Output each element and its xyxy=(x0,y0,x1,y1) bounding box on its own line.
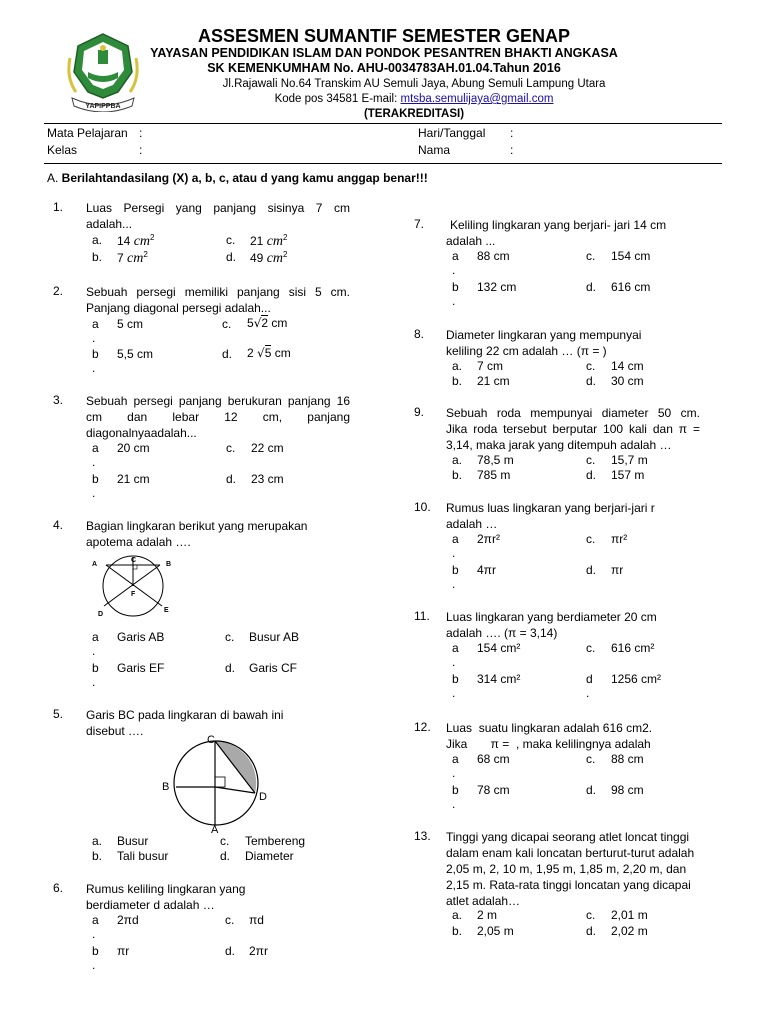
option-label: b xyxy=(92,347,99,361)
option-label: a. xyxy=(452,359,463,373)
option-c[interactable]: 154 cm xyxy=(611,249,651,263)
option-a[interactable]: 2πd xyxy=(117,913,139,927)
question-text: keliling 22 cm adalah … (π = ) xyxy=(446,344,607,358)
question-text: 2,15 m. Rata-rata tinggi loncatan yang dicapai xyxy=(446,878,691,892)
question-number: 6. xyxy=(53,881,64,895)
question-text: Sebuah persegi panjang berukuran panjang 16 xyxy=(86,394,350,408)
option-label: a xyxy=(92,317,99,331)
colon: : xyxy=(139,143,143,157)
question-text: Garis BC pada lingkaran di bawah ini xyxy=(86,708,284,722)
option-label: d. xyxy=(225,944,236,958)
question-text: Sebuah roda mempunyai diameter 50 cm. xyxy=(446,406,700,420)
option-label: a xyxy=(92,913,99,927)
option-label: b xyxy=(92,944,99,958)
question-text: Keliling lingkaran yang berjari- jari 14 cm xyxy=(450,218,667,232)
point-label-d: D xyxy=(98,611,104,618)
option-b[interactable]: πr xyxy=(117,944,130,958)
instruction: A. Berilahtandasilang (X) a, b, c, atau d yang kamu anggap benar!!! xyxy=(47,171,428,185)
option-c[interactable]: Busur AB xyxy=(249,630,300,644)
option-label: c. xyxy=(586,641,596,655)
question-text: berdiameter d adalah … xyxy=(86,898,215,912)
option-label: d. xyxy=(226,250,237,264)
question-number: 3. xyxy=(53,393,64,407)
question-text: adalah …. (π = 3,14) xyxy=(446,626,558,640)
question-text: Jika roda tersebut berputar 100 kali dan π = xyxy=(446,422,700,436)
option-label: d. xyxy=(586,468,597,482)
point-label-b: B xyxy=(162,781,170,793)
option-d[interactable]: 49 $cm^2$ xyxy=(250,250,288,266)
circle-diagram-chord xyxy=(160,733,272,833)
question-text: Luas Persegi yang panjang sisinya 7 cm xyxy=(86,201,350,215)
label-hari: Hari/Tanggal xyxy=(418,126,486,140)
option-d[interactable]: 2,02 m xyxy=(611,924,648,938)
option-b[interactable]: 5,5 cm xyxy=(117,347,154,361)
question-text: Panjang diagonal persegi adalah... xyxy=(86,301,271,315)
option-label: c. xyxy=(225,630,235,644)
question-number: 7. xyxy=(414,217,425,231)
question-number: 13. xyxy=(414,829,431,843)
question-text: Luas suatu lingkaran adalah 616 cm2. xyxy=(446,721,653,735)
option-b[interactable]: Tali busur xyxy=(117,849,169,863)
question-number: 10. xyxy=(414,500,431,514)
postal-email xyxy=(30,93,768,105)
dot: . xyxy=(92,927,96,941)
dot: . xyxy=(92,675,96,689)
option-c[interactable]: 616 cm² xyxy=(611,641,655,655)
question-text: Rumus luas lingkaran yang berjari-jari r xyxy=(446,501,655,515)
option-a[interactable]: 78,5 m xyxy=(477,453,514,467)
option-label: c. xyxy=(226,441,236,455)
option-label: a xyxy=(452,532,459,546)
option-b[interactable]: 132 cm xyxy=(477,280,517,294)
option-label: b. xyxy=(92,849,103,863)
circle-diagram-apotema xyxy=(88,554,178,618)
option-d[interactable]: 616 cm xyxy=(611,280,651,294)
question-number: 5. xyxy=(53,707,64,721)
option-label: b xyxy=(452,563,459,577)
svg-text:YAPIPPBA: YAPIPPBA xyxy=(85,103,121,110)
option-label: c. xyxy=(225,913,235,927)
option-label: d. xyxy=(220,849,231,863)
info-divider xyxy=(44,163,722,164)
point-label-e: E xyxy=(164,607,169,614)
point-label-d: D xyxy=(259,791,267,803)
option-label: c. xyxy=(586,532,596,546)
option-c[interactable]: πd xyxy=(249,913,264,927)
accreditation: (TERAKREDITASI) xyxy=(363,108,465,120)
option-b[interactable]: 21 cm xyxy=(117,472,150,486)
option-b[interactable]: 78 cm xyxy=(477,783,510,797)
option-label: b. xyxy=(452,924,463,938)
question-text: 3,14, maka jarak yang ditempuh adalah … xyxy=(446,438,672,452)
option-b[interactable]: 21 cm xyxy=(477,374,510,388)
option-label: d. xyxy=(586,783,597,797)
question-text: adalah ... xyxy=(446,234,496,248)
dot: . xyxy=(92,361,96,375)
question-text: adalah … xyxy=(446,517,498,531)
option-d[interactable]: 23 cm xyxy=(251,472,284,486)
dot: . xyxy=(452,655,456,669)
option-d[interactable]: πr xyxy=(611,563,624,577)
option-a[interactable]: Busur xyxy=(117,834,149,848)
option-b[interactable]: Garis EF xyxy=(117,661,165,675)
label-nama: Nama xyxy=(418,143,451,157)
option-label: a xyxy=(452,752,459,766)
question-text: disebut …. xyxy=(86,724,144,738)
colon: : xyxy=(510,126,514,140)
option-c[interactable]: 21 $cm^2$ xyxy=(250,233,288,249)
option-d[interactable]: 1256 cm² xyxy=(611,672,662,686)
question-text: adalah... xyxy=(86,217,133,231)
option-label: a. xyxy=(452,908,463,922)
option-a[interactable]: 154 cm² xyxy=(477,641,521,655)
option-label: d. xyxy=(225,661,236,675)
option-a[interactable]: 7 cm xyxy=(477,359,504,373)
dot: . xyxy=(92,644,96,658)
option-label: a. xyxy=(452,453,463,467)
option-label: d. xyxy=(226,472,237,486)
option-label: d. xyxy=(586,280,597,294)
option-label: c. xyxy=(586,908,596,922)
dot: . xyxy=(92,958,96,972)
dot: . xyxy=(452,797,456,811)
point-label-f: F xyxy=(131,591,136,598)
email-link[interactable]: mtsba.semulijaya@gmail.com xyxy=(400,93,554,105)
option-label: b xyxy=(452,672,459,686)
option-label: c. xyxy=(220,834,230,848)
question-text: atlet adalah… xyxy=(446,894,521,908)
option-label: c. xyxy=(586,249,596,263)
option-a[interactable]: 2πr² xyxy=(477,532,500,546)
question-text: Bagian lingkaran berikut yang merupakan xyxy=(86,519,308,533)
dot: . xyxy=(92,455,96,469)
question-number: 4. xyxy=(53,518,64,532)
question-number: 1. xyxy=(53,200,64,214)
option-a[interactable]: 2 m xyxy=(477,908,498,922)
option-label: a. xyxy=(92,834,103,848)
option-label: c. xyxy=(222,317,232,331)
dot: . xyxy=(452,577,456,591)
option-a[interactable]: 14 $cm^2$ xyxy=(117,233,155,249)
question-text: Rumus keliling lingkaran yang xyxy=(86,882,246,896)
question-text: 2,05 m, 2, 10 m, 1,95 m, 1,85 m, 2,20 m, dan xyxy=(446,862,687,876)
question-number: 9. xyxy=(414,405,425,419)
question-number: 8. xyxy=(414,327,425,341)
option-label: d. xyxy=(222,347,233,361)
question-number: 12. xyxy=(414,720,431,734)
dot: . xyxy=(452,546,456,560)
point-label-a: A xyxy=(211,824,219,833)
question-text: apotema adalah …. xyxy=(86,535,191,549)
dot: . xyxy=(452,263,456,277)
question-text: diagonalnyaadalah... xyxy=(86,426,197,440)
option-d[interactable]: 157 m xyxy=(611,468,645,482)
option-b[interactable]: 2,05 m xyxy=(477,924,514,938)
option-label: d. xyxy=(586,563,597,577)
option-label: b xyxy=(452,280,459,294)
option-label: b xyxy=(452,783,459,797)
option-c[interactable]: πr² xyxy=(611,532,628,546)
option-d[interactable]: 2πr xyxy=(249,944,268,958)
option-d[interactable]: 98 cm xyxy=(611,783,644,797)
option-label: b xyxy=(92,472,99,486)
question-text: cm dan lebar 12 cm, panjang xyxy=(86,410,350,424)
option-label: d. xyxy=(586,374,597,388)
option-c[interactable]: Tembereng xyxy=(245,834,306,848)
address: Jl.Rajawali No.64 Transkim AU Semuli Jaya, Abung Semuli Lampung Utara xyxy=(222,78,606,90)
option-label: d xyxy=(586,672,593,686)
option-b[interactable]: 785 m xyxy=(477,468,511,482)
option-label: c. xyxy=(586,453,596,467)
option-c[interactable]: 15,7 m xyxy=(611,453,648,467)
page-title: ASSESMEN SUMANTIF SEMESTER GENAP xyxy=(197,26,571,46)
point-label-c: C xyxy=(207,734,215,746)
question-number: 2. xyxy=(53,284,64,298)
option-label: a. xyxy=(92,233,103,247)
question-text: Sebuah persegi memiliki panjang sisi 5 cm. xyxy=(86,285,350,299)
option-c[interactable]: 5√2 cm xyxy=(247,316,288,330)
question-text: dalam enam kali loncatan berturut-turut adalah xyxy=(446,846,695,860)
option-label: a xyxy=(92,630,99,644)
question-text: Tinggi yang dicapai seorang atlet loncat tinggi xyxy=(446,830,690,844)
label-kelas: Kelas xyxy=(47,143,78,157)
option-b[interactable]: 314 cm² xyxy=(477,672,521,686)
label-mapel: Mata Pelajaran xyxy=(47,126,128,140)
point-label-c: C xyxy=(131,557,137,564)
option-label: a xyxy=(452,249,459,263)
option-d[interactable]: 2 √5 cm xyxy=(247,346,291,360)
option-d[interactable]: 30 cm xyxy=(611,374,644,388)
header-divider xyxy=(44,123,722,124)
option-a[interactable]: 5 cm xyxy=(117,317,144,331)
option-d[interactable]: Diameter xyxy=(245,849,294,863)
option-b[interactable]: 4πr xyxy=(477,563,496,577)
dot: . xyxy=(92,486,96,500)
option-c[interactable]: 14 cm xyxy=(611,359,644,373)
option-c[interactable]: 88 cm xyxy=(611,752,644,766)
colon: : xyxy=(510,143,514,157)
option-label: a xyxy=(452,641,459,655)
foundation-name: YAYASAN PENDIDIKAN ISLAM DAN PONDOK PESANTREN BHAKTI ANGKASA xyxy=(150,46,618,60)
option-label: d. xyxy=(586,924,597,938)
dot: . xyxy=(92,331,96,345)
question-text: Luas lingkaran yang berdiameter 20 cm xyxy=(446,610,657,624)
option-label: b. xyxy=(92,250,103,264)
option-a[interactable]: 88 cm xyxy=(477,249,510,263)
option-a[interactable]: 20 cm xyxy=(117,441,150,455)
question-text: Diameter lingkaran yang mempunyai xyxy=(446,328,642,342)
postal-code: Kode pos 34581 E-mail: xyxy=(274,93,401,105)
option-d[interactable]: Garis CF xyxy=(249,661,297,675)
question-text: Jika π = , maka kelilingnya adalah xyxy=(446,737,651,751)
option-label: c. xyxy=(586,359,596,373)
dot: . xyxy=(452,686,456,700)
dot: . xyxy=(586,686,590,700)
option-c[interactable]: 2,01 m xyxy=(611,908,648,922)
option-label: b. xyxy=(452,468,463,482)
option-b[interactable]: 7 $cm^2$ xyxy=(117,250,148,266)
option-label: a xyxy=(92,441,99,455)
option-a[interactable]: 68 cm xyxy=(477,752,510,766)
option-label: b xyxy=(92,661,99,675)
sk-number: SK KEMENKUMHAM No. AHU-0034783AH.01.04.Tahun 2016 xyxy=(207,61,561,75)
option-label: b. xyxy=(452,374,463,388)
point-label-b: B xyxy=(166,561,172,568)
dot: . xyxy=(452,766,456,780)
option-c[interactable]: 22 cm xyxy=(251,441,284,455)
option-label: c. xyxy=(226,233,236,247)
point-label-a: A xyxy=(92,561,98,568)
dot: . xyxy=(452,294,456,308)
question-number: 11. xyxy=(414,609,430,623)
option-a[interactable]: Garis AB xyxy=(117,630,165,644)
colon: : xyxy=(139,126,143,140)
option-label: c. xyxy=(586,752,596,766)
